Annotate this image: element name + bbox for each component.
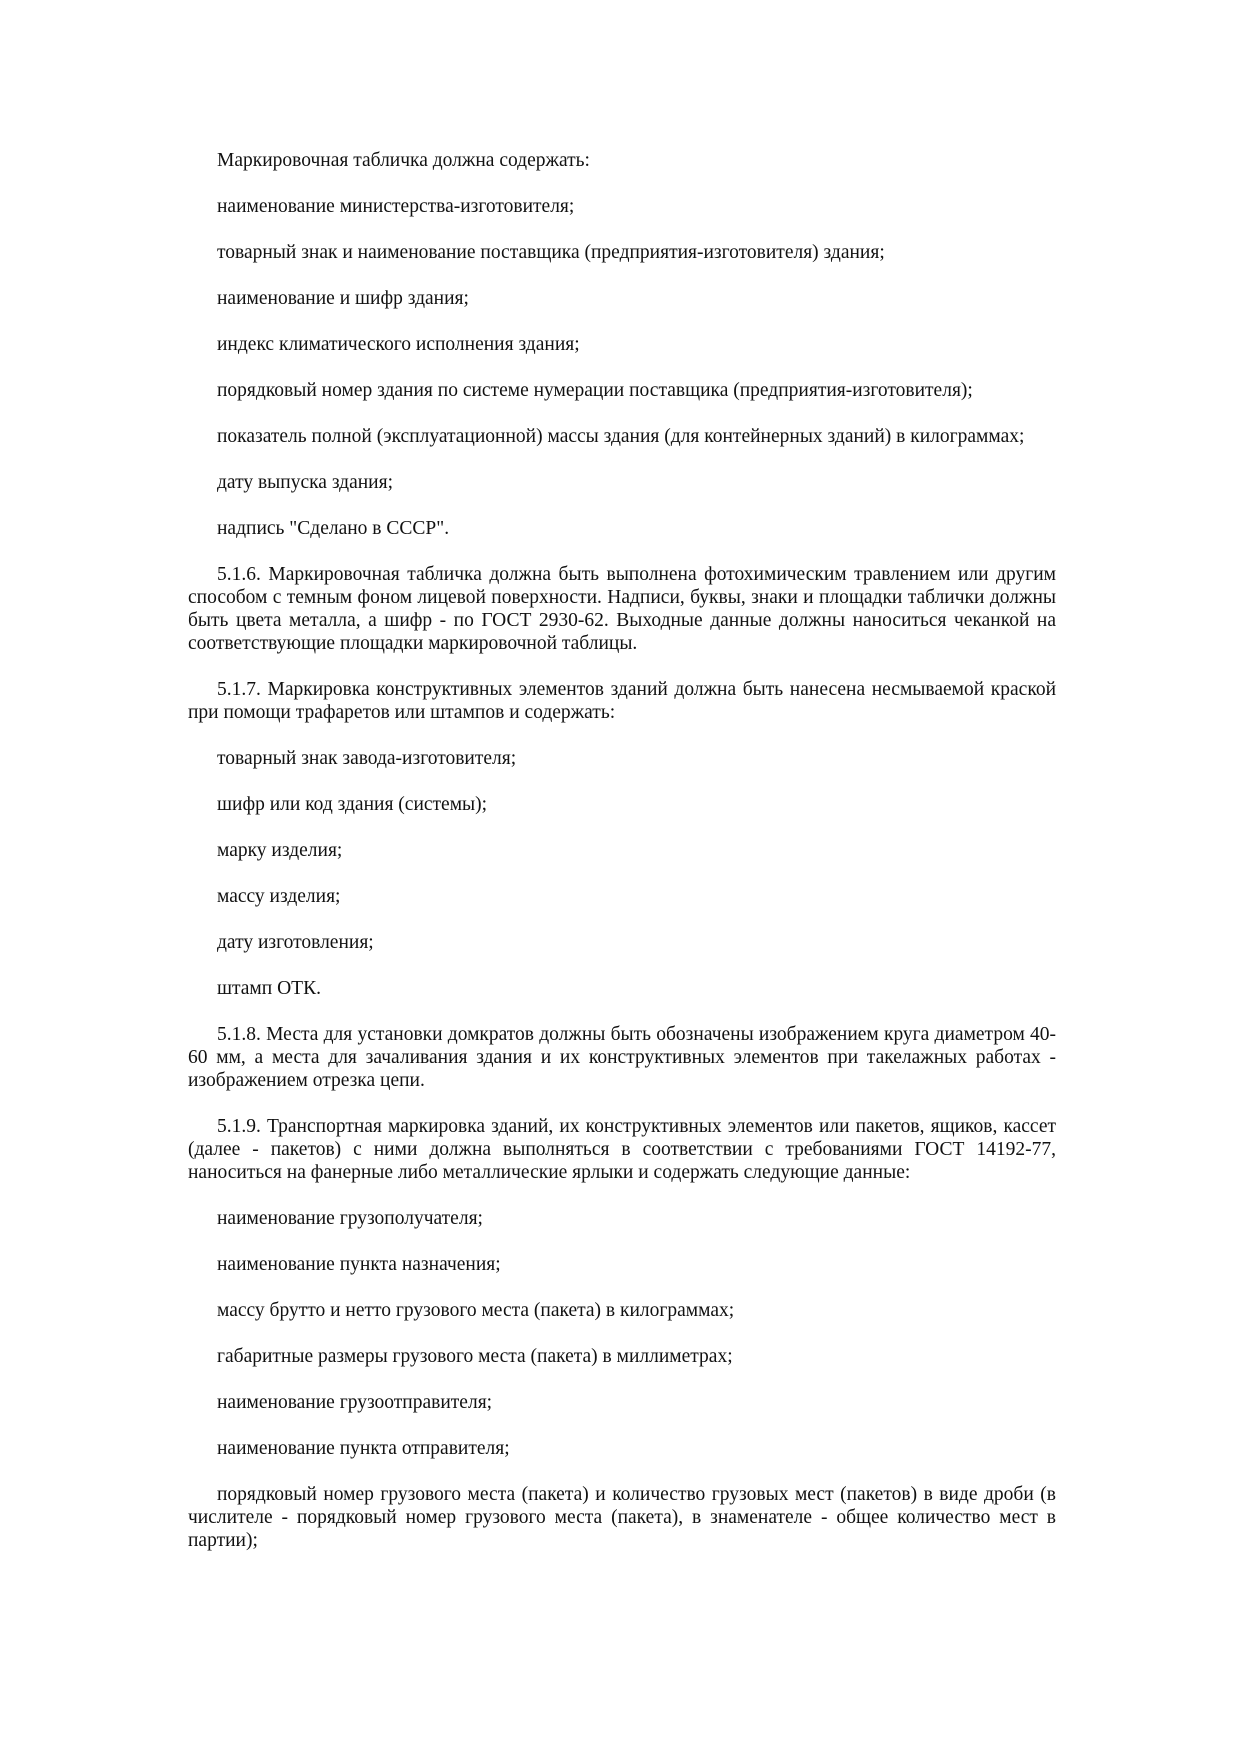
paragraph: надпись "Сделано в СССР".: [217, 518, 450, 539]
paragraph: показатель полной (эксплуатационной) массы здания (для контейнерных зданий) в килограммах;: [217, 426, 1025, 447]
paragraph: массу брутто и нетто грузового места (пакета) в килограммах;: [217, 1300, 735, 1321]
paragraph: 5.1.6. Маркировочная табличка должна быть выполнена фотохимическим травлением или другим способом с темным фоном лицевой поверхности. Надписи, буквы, знаки и площадки таблички должны быть цвета металла, а шифр - по ГОСТ 2930-62. Выходные данные должны наноситься чеканкой на соответствующие площадки маркировочной таблицы.: [188, 564, 1056, 654]
paragraph: шифр или код здания (системы);: [217, 794, 488, 815]
paragraph: товарный знак и наименование поставщика (предприятия-изготовителя) здания;: [217, 242, 885, 263]
paragraph: 5.1.8. Места для установки домкратов должны быть обозначены изображением круга диаметром 40-60 мм, а места для зачаливания здания и их конструктивных элементов при такелажных работах - изображением отрезка цепи.: [188, 1024, 1056, 1091]
paragraph: наименование пункта назначения;: [217, 1254, 501, 1275]
paragraph: наименование пункта отправителя;: [217, 1438, 510, 1459]
paragraph: индекс климатического исполнения здания;: [217, 334, 580, 355]
paragraph: 5.1.9. Транспортная маркировка зданий, их конструктивных элементов или пакетов, ящиков, кассет (далее - пакетов) с ними должна выполняться в соответствии с требованиями ГОСТ 14192-77, наноситься на фанерные либо металлические ярлыки и содержать следующие данные:: [188, 1116, 1056, 1183]
paragraph: дату выпуска здания;: [217, 472, 394, 493]
paragraph: Маркировочная табличка должна содержать:: [217, 150, 590, 171]
paragraph: дату изготовления;: [217, 932, 374, 953]
paragraph: наименование грузоотправителя;: [217, 1392, 493, 1413]
paragraph: наименование министерства-изготовителя;: [217, 196, 575, 217]
paragraph: марку изделия;: [217, 840, 343, 861]
paragraph: товарный знак завода-изготовителя;: [217, 748, 517, 769]
paragraph: порядковый номер здания по системе нумерации поставщика (предприятия-изготовителя);: [217, 380, 973, 401]
paragraph: порядковый номер грузового места (пакета) и количество грузовых мест (пакетов) в виде дроби (в числителе - порядковый номер грузового места (пакета), в знаменателе - общее количество мест в партии);: [188, 1484, 1056, 1551]
paragraph: наименование грузополучателя;: [217, 1208, 483, 1229]
paragraph: габаритные размеры грузового места (пакета) в миллиметрах;: [217, 1346, 733, 1367]
paragraph: 5.1.7. Маркировка конструктивных элементов зданий должна быть нанесена несмываемой краской при помощи трафаретов или штампов и содержать:: [188, 679, 1056, 723]
paragraph: штамп ОТК.: [217, 978, 321, 999]
paragraph: наименование и шифр здания;: [217, 288, 469, 309]
paragraph: массу изделия;: [217, 886, 341, 907]
document-body: [188, 149, 1056, 1575]
